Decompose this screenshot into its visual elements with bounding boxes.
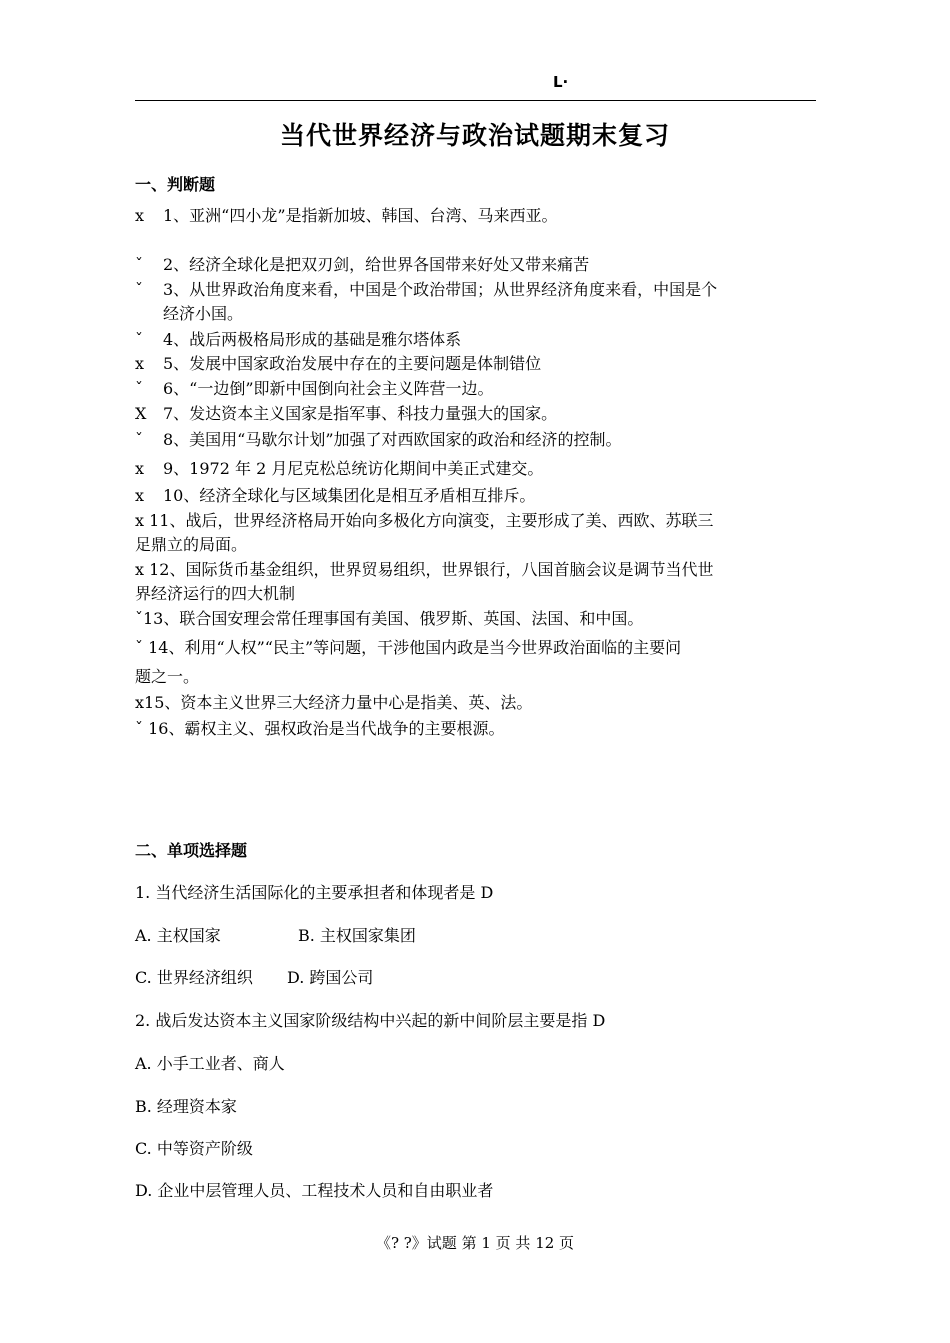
item-text: 6、“一边倒”即新中国倒向社会主义阵营一边。 (163, 379, 494, 398)
item-text: x15、资本主义世界三大经济力量中心是指美、英、法。 (135, 693, 533, 712)
item-text-cont: 经济小国。 (163, 304, 244, 323)
answer-mark: x (135, 206, 145, 225)
item-text: 7、发达资本主义国家是指军事、科技力量强大的国家。 (163, 404, 558, 423)
tf-item-15 (135, 691, 817, 715)
mc-q2-option-a: A. 小手工业者、商人 (135, 1054, 285, 1073)
mc-q2-stem: 2. 战后发达资本主义国家阶级结构中兴起的新中间阶层主要是指 D (135, 1011, 606, 1030)
tf-item-16 (135, 717, 817, 741)
answer-mark: ˇ (135, 255, 143, 274)
item-text: 10、经济全球化与区域集团化是相互矛盾相互排斥。 (163, 486, 536, 505)
header-mark: L· (553, 73, 569, 91)
mc-q2-option-d: D. 企业中层管理人员、工程技术人员和自由职业者 (135, 1181, 494, 1200)
answer-mark: x (135, 354, 145, 373)
tf-item-12 (135, 558, 817, 606)
item-text: ˇ 14、利用“人权”“民主”等问题，干涉他国内政是当今世界政治面临的主要问 (135, 638, 682, 657)
answer-mark: ˇ (135, 330, 143, 349)
item-text: 4、战后两极格局形成的基础是雅尔塔体系 (163, 330, 462, 349)
mc-q1-option-b: B. 主权国家集团 (298, 926, 416, 945)
tf-item-10 (135, 484, 817, 508)
answer-mark: ˇ (135, 379, 143, 398)
answer-mark: X (135, 404, 147, 423)
tf-item-6 (135, 377, 817, 401)
mc-q2-option-b: B. 经理资本家 (135, 1097, 237, 1116)
item-text: x 11、战后，世界经济格局开始向多极化方向演变，主要形成了美、西欧、苏联三 (135, 511, 714, 530)
item-text: x 12、国际货币基金组织，世界贸易组织，世界银行，八国首脑会议是调节当代世 (135, 560, 714, 579)
mc-q2-option-c: C. 中等资产阶级 (135, 1139, 253, 1158)
item-text: 5、发展中国家政治发展中存在的主要问题是体制错位 (163, 354, 542, 373)
mc-q1-option-c: C. 世界经济组织 (135, 968, 253, 987)
mc-q1-stem: 1. 当代经济生活国际化的主要承担者和体现者是 D (135, 883, 494, 902)
item-text: 1、亚洲“四小龙”是指新加坡、韩国、台湾、马来西亚。 (163, 206, 558, 225)
item-text-cont: 题之一。 (135, 667, 200, 686)
tf-item-4 (135, 328, 817, 352)
item-text: ˇ13、联合国安理会常任理事国有美国、俄罗斯、英国、法国、和中国。 (135, 609, 644, 628)
tf-item-3 (135, 278, 817, 326)
tf-item-13 (135, 607, 817, 631)
item-text-cont: 足鼎立的局面。 (135, 535, 248, 554)
answer-mark: ˇ (135, 430, 143, 449)
tf-item-14 (135, 633, 817, 691)
tf-item-8 (135, 428, 817, 452)
tf-item-11 (135, 509, 817, 557)
answer-mark: ˇ (135, 280, 143, 299)
tf-item-2 (135, 253, 817, 277)
page-footer: 《? ?》试题 第 1 页 共 12 页 (375, 1234, 575, 1252)
answer-mark: x (135, 459, 145, 478)
page-title: 当代世界经济与政治试题期末复习 (279, 121, 670, 150)
item-text: 3、从世界政治角度来看，中国是个政治带国；从世界经济角度来看，中国是个 (163, 280, 718, 299)
section1-heading: 一、判断题 (135, 175, 216, 194)
item-text: 9、1972 年 2 月尼克松总统访化期间中美正式建交。 (163, 459, 544, 478)
item-text: 8、美国用“马歇尔计划”加强了对西欧国家的政治和经济的控制。 (163, 430, 622, 449)
mc-q1-option-a: A. 主权国家 (135, 926, 221, 945)
item-text: 2、经济全球化是把双刃剑，给世界各国带来好处又带来痛苦 (163, 255, 590, 274)
tf-item-5 (135, 352, 817, 376)
item-text: ˇ 16、霸权主义、强权政治是当代战争的主要根源。 (135, 719, 505, 738)
mc-q1-option-d: D. 跨国公司 (287, 968, 374, 987)
tf-item-1 (135, 204, 817, 228)
header-rule (135, 100, 816, 101)
tf-item-7 (135, 402, 817, 426)
tf-item-9 (135, 457, 817, 481)
answer-mark: x (135, 486, 145, 505)
section2-heading: 二、单项选择题 (135, 841, 248, 860)
item-text-cont: 界经济运行的四大机制 (135, 584, 296, 603)
